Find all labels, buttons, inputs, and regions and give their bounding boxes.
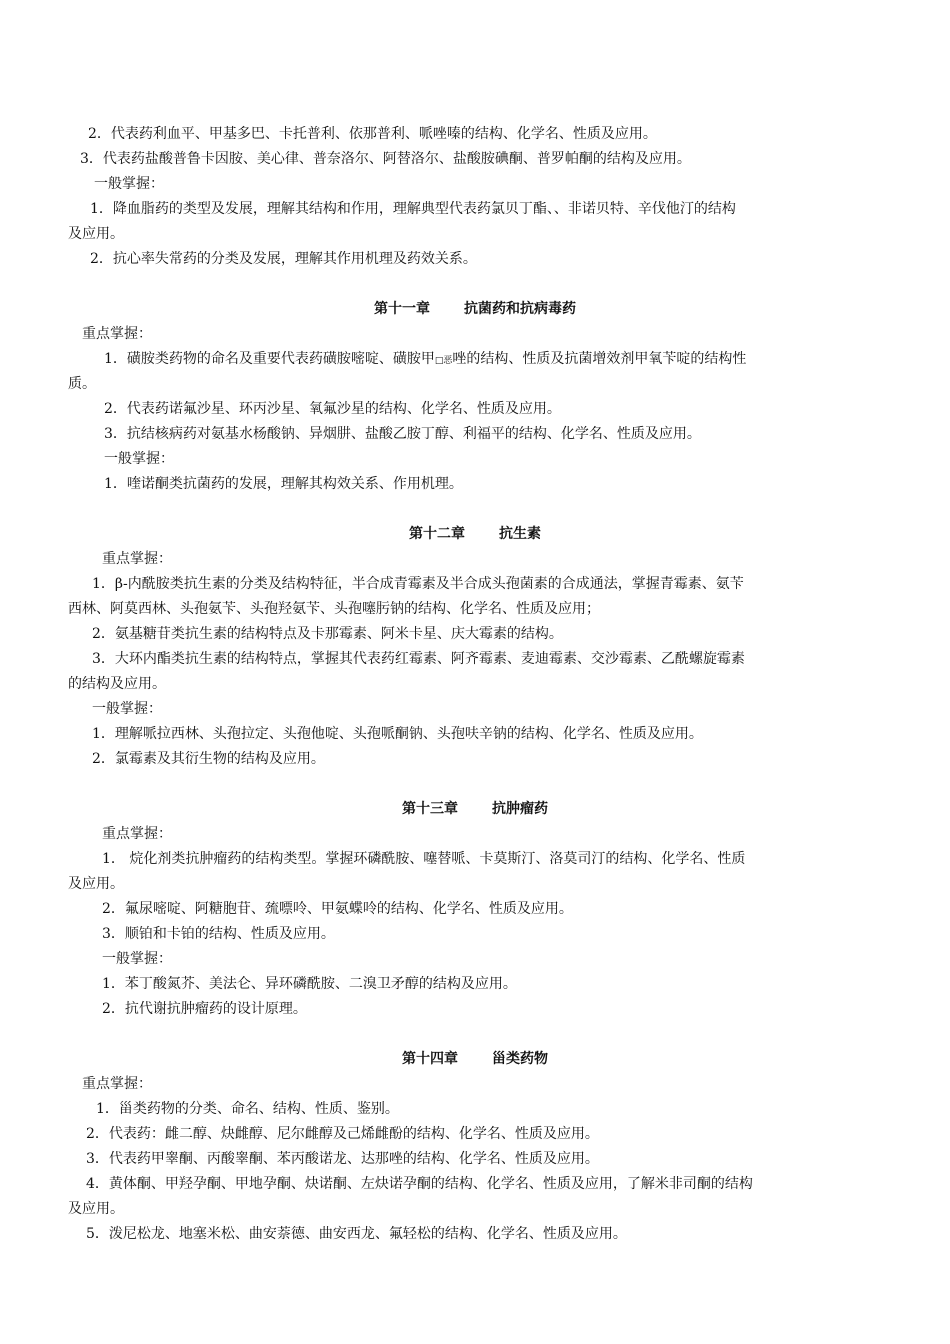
top-general-item-2: 2．抗心率失常药的分类及发展，理解其作用机理及药效关系。 bbox=[90, 251, 477, 267]
ch12-key-item-3: 3．大环内酯类抗生素的结构特点，掌握其代表药红霉素、阿齐霉素、麦迪霉素、交沙霉素、乙酰螺旋霉素 bbox=[92, 651, 745, 667]
ch13-general-item-1: 1．苯丁酸氮芥、美法仑、异环磷酰胺、二溴卫矛醇的结构及应用。 bbox=[102, 976, 517, 992]
ch12-key-item-1: 1．β-内酰胺类抗生素的分类及结构特征，半合成青霉素及半合成头孢菌素的合成通法，掌握青霉素、氨苄 bbox=[92, 576, 744, 592]
ch12-general-heading: 一般掌握： bbox=[92, 701, 162, 717]
ch12-key-item-2: 2．氨基糖苷类抗生素的结构特点及卡那霉素、阿米卡星、庆大霉素的结构。 bbox=[92, 626, 563, 642]
ch14-key-item-5: 5．泼尼松龙、地塞米松、曲安萘德、曲安西龙、氟轻松的结构、化学名、性质及应用。 bbox=[86, 1226, 627, 1242]
ch11-key-item-1-part-b: □恶 bbox=[434, 356, 453, 366]
ch11-key-item-1 bbox=[104, 347, 924, 374]
ch14-key-item-4: 4．黄体酮、甲羟孕酮、甲地孕酮、炔诺酮、左炔诺孕酮的结构、化学名、性质及应用，了解米非司酮的结构 bbox=[86, 1176, 753, 1192]
chapter-12-title: 抗生素 bbox=[499, 526, 541, 542]
ch11-general-heading: 一般掌握： bbox=[104, 451, 174, 467]
ch14-key-item-2: 2．代表药：雌二醇、炔雌醇、尼尔雌醇及己烯雌酚的结构、化学名、性质及应用。 bbox=[86, 1126, 599, 1142]
top-general-heading: 一般掌握： bbox=[94, 176, 164, 192]
ch13-key-item-2: 2．氟尿嘧啶、阿糖胞苷、巯嘌呤、甲氨蝶呤的结构、化学名、性质及应用。 bbox=[102, 901, 573, 917]
ch11-general-item-1: 1．喹诺酮类抗菌药的发展，理解其构效关系、作用机理。 bbox=[104, 476, 463, 492]
ch12-general-item-1: 1．理解哌拉西林、头孢拉定、头孢他啶、头孢哌酮钠、头孢呋辛钠的结构、化学名、性质及应用。 bbox=[92, 726, 703, 742]
ch13-key-item-1: 1． 烷化剂类抗肿瘤药的结构类型。掌握环磷酰胺、噻替哌、卡莫斯汀、洛莫司汀的结构、化学名、性质 bbox=[102, 851, 746, 867]
top-item-2: 2．代表药利血平、甲基多巴、卡托普利、依那普利、哌唑嗪的结构、化学名、性质及应用。 bbox=[88, 126, 657, 142]
top-general-item-1: 1．降血脂药的类型及发展，理解其结构和作用，理解典型代表药氯贝丁酯、、非诺贝特、辛伐他汀的结构 bbox=[90, 201, 736, 217]
chapter-14-title: 甾类药物 bbox=[492, 1051, 548, 1067]
chapter-13-heading bbox=[0, 797, 950, 822]
ch12-general-item-2: 2．氯霉素及其衍生物的结构及应用。 bbox=[92, 751, 325, 767]
ch11-key-item-1-part-a: 1．磺胺类药物的命名及重要代表药磺胺嘧啶、磺胺甲 bbox=[104, 351, 435, 367]
chapter-11-title: 抗菌药和抗病毒药 bbox=[464, 301, 576, 317]
ch12-key-item-3-cont: 的结构及应用。 bbox=[68, 676, 166, 692]
chapter-14-heading bbox=[0, 1047, 950, 1072]
chapter-12-heading bbox=[0, 522, 950, 547]
ch11-key-heading: 重点掌握： bbox=[82, 326, 152, 342]
ch11-key-item-1-part-c: 唑的结构、性质及抗菌增效剂甲氧苄啶的结构性 bbox=[452, 351, 747, 367]
top-item-3: 3．代表药盐酸普鲁卡因胺、美心律、普奈洛尔、阿替洛尔、盐酸胺碘酮、普罗帕酮的结构及应用。 bbox=[80, 151, 691, 167]
chapter-11-number: 第十一章 bbox=[374, 301, 430, 317]
ch14-key-item-3: 3．代表药甲睾酮、丙酸睾酮、苯丙酸诺龙、达那唑的结构、化学名、性质及应用。 bbox=[86, 1151, 599, 1167]
ch13-key-item-3: 3．顺铂和卡铂的结构、性质及应用。 bbox=[102, 926, 335, 942]
ch13-key-item-1-cont: 及应用。 bbox=[68, 876, 124, 892]
chapter-13-number: 第十三章 bbox=[402, 801, 458, 817]
ch11-key-item-3: 3．抗结核病药对氨基水杨酸钠、异烟肼、盐酸乙胺丁醇、利福平的结构、化学名、性质及应用。 bbox=[104, 426, 701, 442]
top-general-item-1-cont: 及应用。 bbox=[68, 226, 124, 242]
chapter-11-heading bbox=[0, 297, 950, 322]
ch14-key-item-4-cont: 及应用。 bbox=[68, 1201, 124, 1217]
ch12-key-heading: 重点掌握： bbox=[102, 551, 172, 567]
chapter-13-title: 抗肿瘤药 bbox=[492, 801, 548, 817]
chapter-14-number: 第十四章 bbox=[402, 1051, 458, 1067]
ch12-key-item-1-cont: 西林、阿莫西林、头孢氨苄、头孢羟氨苄、头孢噻肟钠的结构、化学名、性质及应用； bbox=[68, 601, 600, 617]
ch13-key-heading: 重点掌握： bbox=[102, 826, 172, 842]
ch13-general-heading: 一般掌握： bbox=[102, 951, 172, 967]
ch14-key-heading: 重点掌握： bbox=[82, 1076, 152, 1092]
ch13-general-item-2: 2．抗代谢抗肿瘤药的设计原理。 bbox=[102, 1001, 307, 1017]
ch11-key-item-1-cont: 质。 bbox=[68, 376, 96, 392]
ch14-key-item-1: 1．甾类药物的分类、命名、结构、性质、鉴别。 bbox=[96, 1101, 399, 1117]
chapter-12-number: 第十二章 bbox=[409, 526, 465, 542]
ch11-key-item-2: 2．代表药诺氟沙星、环丙沙星、氧氟沙星的结构、化学名、性质及应用。 bbox=[104, 401, 561, 417]
